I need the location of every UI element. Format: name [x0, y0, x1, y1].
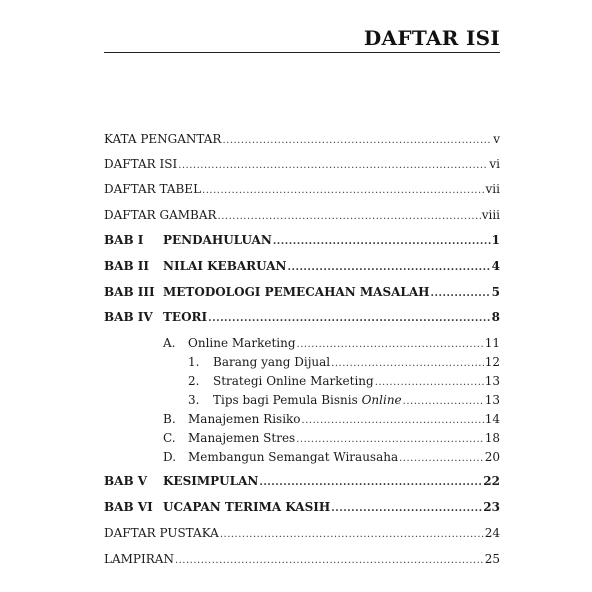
toc-leader-dots	[331, 502, 482, 516]
toc-page-number: 23	[483, 500, 500, 514]
toc-entry-daftar-gambar[interactable]	[104, 208, 500, 224]
toc-page-number: vi	[489, 157, 500, 171]
toc-entry-subsection-1[interactable]	[188, 355, 500, 371]
toc-page-number: 25	[484, 552, 500, 566]
toc-entry-text: DAFTAR TABEL	[104, 182, 202, 196]
toc-page-number: 18	[484, 431, 500, 445]
toc-entry-text: LAMPIRAN	[104, 552, 174, 566]
toc-entry-text: DAFTAR ISI	[104, 157, 178, 171]
toc-chapter-label: BAB II	[104, 259, 149, 273]
toc-leader-dots	[302, 414, 484, 428]
toc-chapter-label: BAB V	[104, 474, 148, 488]
toc-subsection-label: 1.	[188, 355, 200, 369]
toc-entry-text: Manajemen Risiko	[188, 412, 301, 426]
toc-entry-bab-1[interactable]	[104, 233, 500, 249]
toc-entry-bab-5[interactable]	[104, 474, 500, 490]
toc-page-number: 4	[491, 259, 500, 273]
toc-entry-text: KESIMPULAN	[163, 474, 259, 488]
toc-leader-dots	[399, 452, 484, 466]
toc-entry-section-d[interactable]	[163, 450, 500, 466]
toc-leader-dots	[297, 338, 484, 352]
toc-entry-text: METODOLOGI PEMECAHAN MASALAH	[163, 285, 430, 299]
toc-entry-text: TEORI	[163, 310, 208, 324]
toc-page-number: 13	[484, 393, 500, 407]
toc-entry-lampiran[interactable]	[104, 552, 500, 568]
toc-page-number: 14	[484, 412, 500, 426]
toc-entry-text: Manajemen Stres	[188, 431, 296, 445]
toc-entry-text: KATA PENGANTAR	[104, 132, 222, 146]
toc-page-number: v	[493, 132, 500, 146]
toc-entry-daftar-tabel[interactable]	[104, 182, 500, 198]
toc-page-number: 13	[484, 374, 500, 388]
page-title: DAFTAR ISI	[363, 26, 500, 50]
toc-entry-section-a[interactable]	[163, 336, 500, 352]
toc-section-label: B.	[163, 412, 176, 426]
toc-leader-dots	[259, 476, 482, 490]
title-divider	[104, 52, 500, 53]
toc-entry-daftar-pustaka[interactable]	[104, 526, 500, 542]
toc-entry-bab-6[interactable]	[104, 500, 500, 516]
toc-entry-text: DAFTAR GAMBAR	[104, 208, 217, 222]
toc-leader-dots	[273, 235, 491, 249]
toc-page-number: 8	[491, 310, 500, 324]
toc-leader-dots	[222, 134, 492, 148]
toc-chapter-label: BAB IV	[104, 310, 153, 324]
toc-entry-text: NILAI KEBARUAN	[163, 259, 287, 273]
toc-leader-dots	[403, 395, 484, 409]
toc-entry-subsection-3[interactable]	[188, 393, 500, 409]
toc-page-number: 20	[484, 450, 500, 464]
toc-leader-dots	[218, 210, 481, 224]
toc-entry-text: Membangun Semangat Wirausaha	[188, 450, 399, 464]
toc-entry-text: Barang yang Dijual	[213, 355, 331, 369]
toc-entry-bab-4[interactable]	[104, 310, 500, 326]
toc-entry-kata-pengantar[interactable]	[104, 132, 500, 148]
toc-entry-text: Online Marketing	[188, 336, 296, 350]
toc-entry-subsection-2[interactable]	[188, 374, 500, 390]
toc-chapter-label: BAB VI	[104, 500, 153, 514]
toc-entry-text-italic: Online	[361, 393, 402, 407]
toc-page-number: 22	[483, 474, 500, 488]
toc-section-label: D.	[163, 450, 177, 464]
toc-entry-daftar-isi[interactable]	[104, 157, 500, 173]
toc-leader-dots	[296, 433, 484, 447]
toc-entry-text: Strategi Online Marketing	[213, 374, 374, 388]
toc-section-label: A.	[163, 336, 176, 350]
toc-entry-section-b[interactable]	[163, 412, 500, 428]
toc-entry-text: DAFTAR PUSTAKA	[104, 526, 219, 540]
toc-page-number: viii	[481, 208, 500, 222]
toc-section-label: C.	[163, 431, 176, 445]
toc-page-number: 1	[491, 233, 500, 247]
toc-entry-bab-2[interactable]	[104, 259, 500, 275]
toc-page-number: vii	[485, 182, 500, 196]
toc-leader-dots	[288, 261, 491, 275]
toc-leader-dots	[178, 159, 488, 173]
toc-entry-bab-3[interactable]	[104, 285, 500, 301]
toc-leader-dots	[220, 528, 484, 542]
toc-page-number: 11	[484, 336, 500, 350]
toc-entry-text: UCAPAN TERIMA KASIH	[163, 500, 331, 514]
toc-page-number: 5	[491, 285, 500, 299]
toc-leader-dots	[331, 357, 484, 371]
toc-entry-text	[213, 393, 402, 407]
toc-leader-dots	[175, 554, 484, 568]
toc-leader-dots	[431, 287, 491, 301]
toc-subsection-label: 3.	[188, 393, 200, 407]
toc-entry-text: PENDAHULUAN	[163, 233, 272, 247]
toc-chapter-label: BAB I	[104, 233, 144, 247]
toc-chapter-label: BAB III	[104, 285, 155, 299]
toc-leader-dots	[208, 312, 491, 326]
toc-leader-dots	[202, 184, 484, 198]
toc-entry-text-regular: Tips bagi Pemula Bisnis	[213, 393, 362, 407]
toc-leader-dots	[375, 376, 484, 390]
toc-page-number: 12	[484, 355, 500, 369]
toc-subsection-label: 2.	[188, 374, 200, 388]
toc-page-number: 24	[484, 526, 500, 540]
toc-entry-section-c[interactable]	[163, 431, 500, 447]
